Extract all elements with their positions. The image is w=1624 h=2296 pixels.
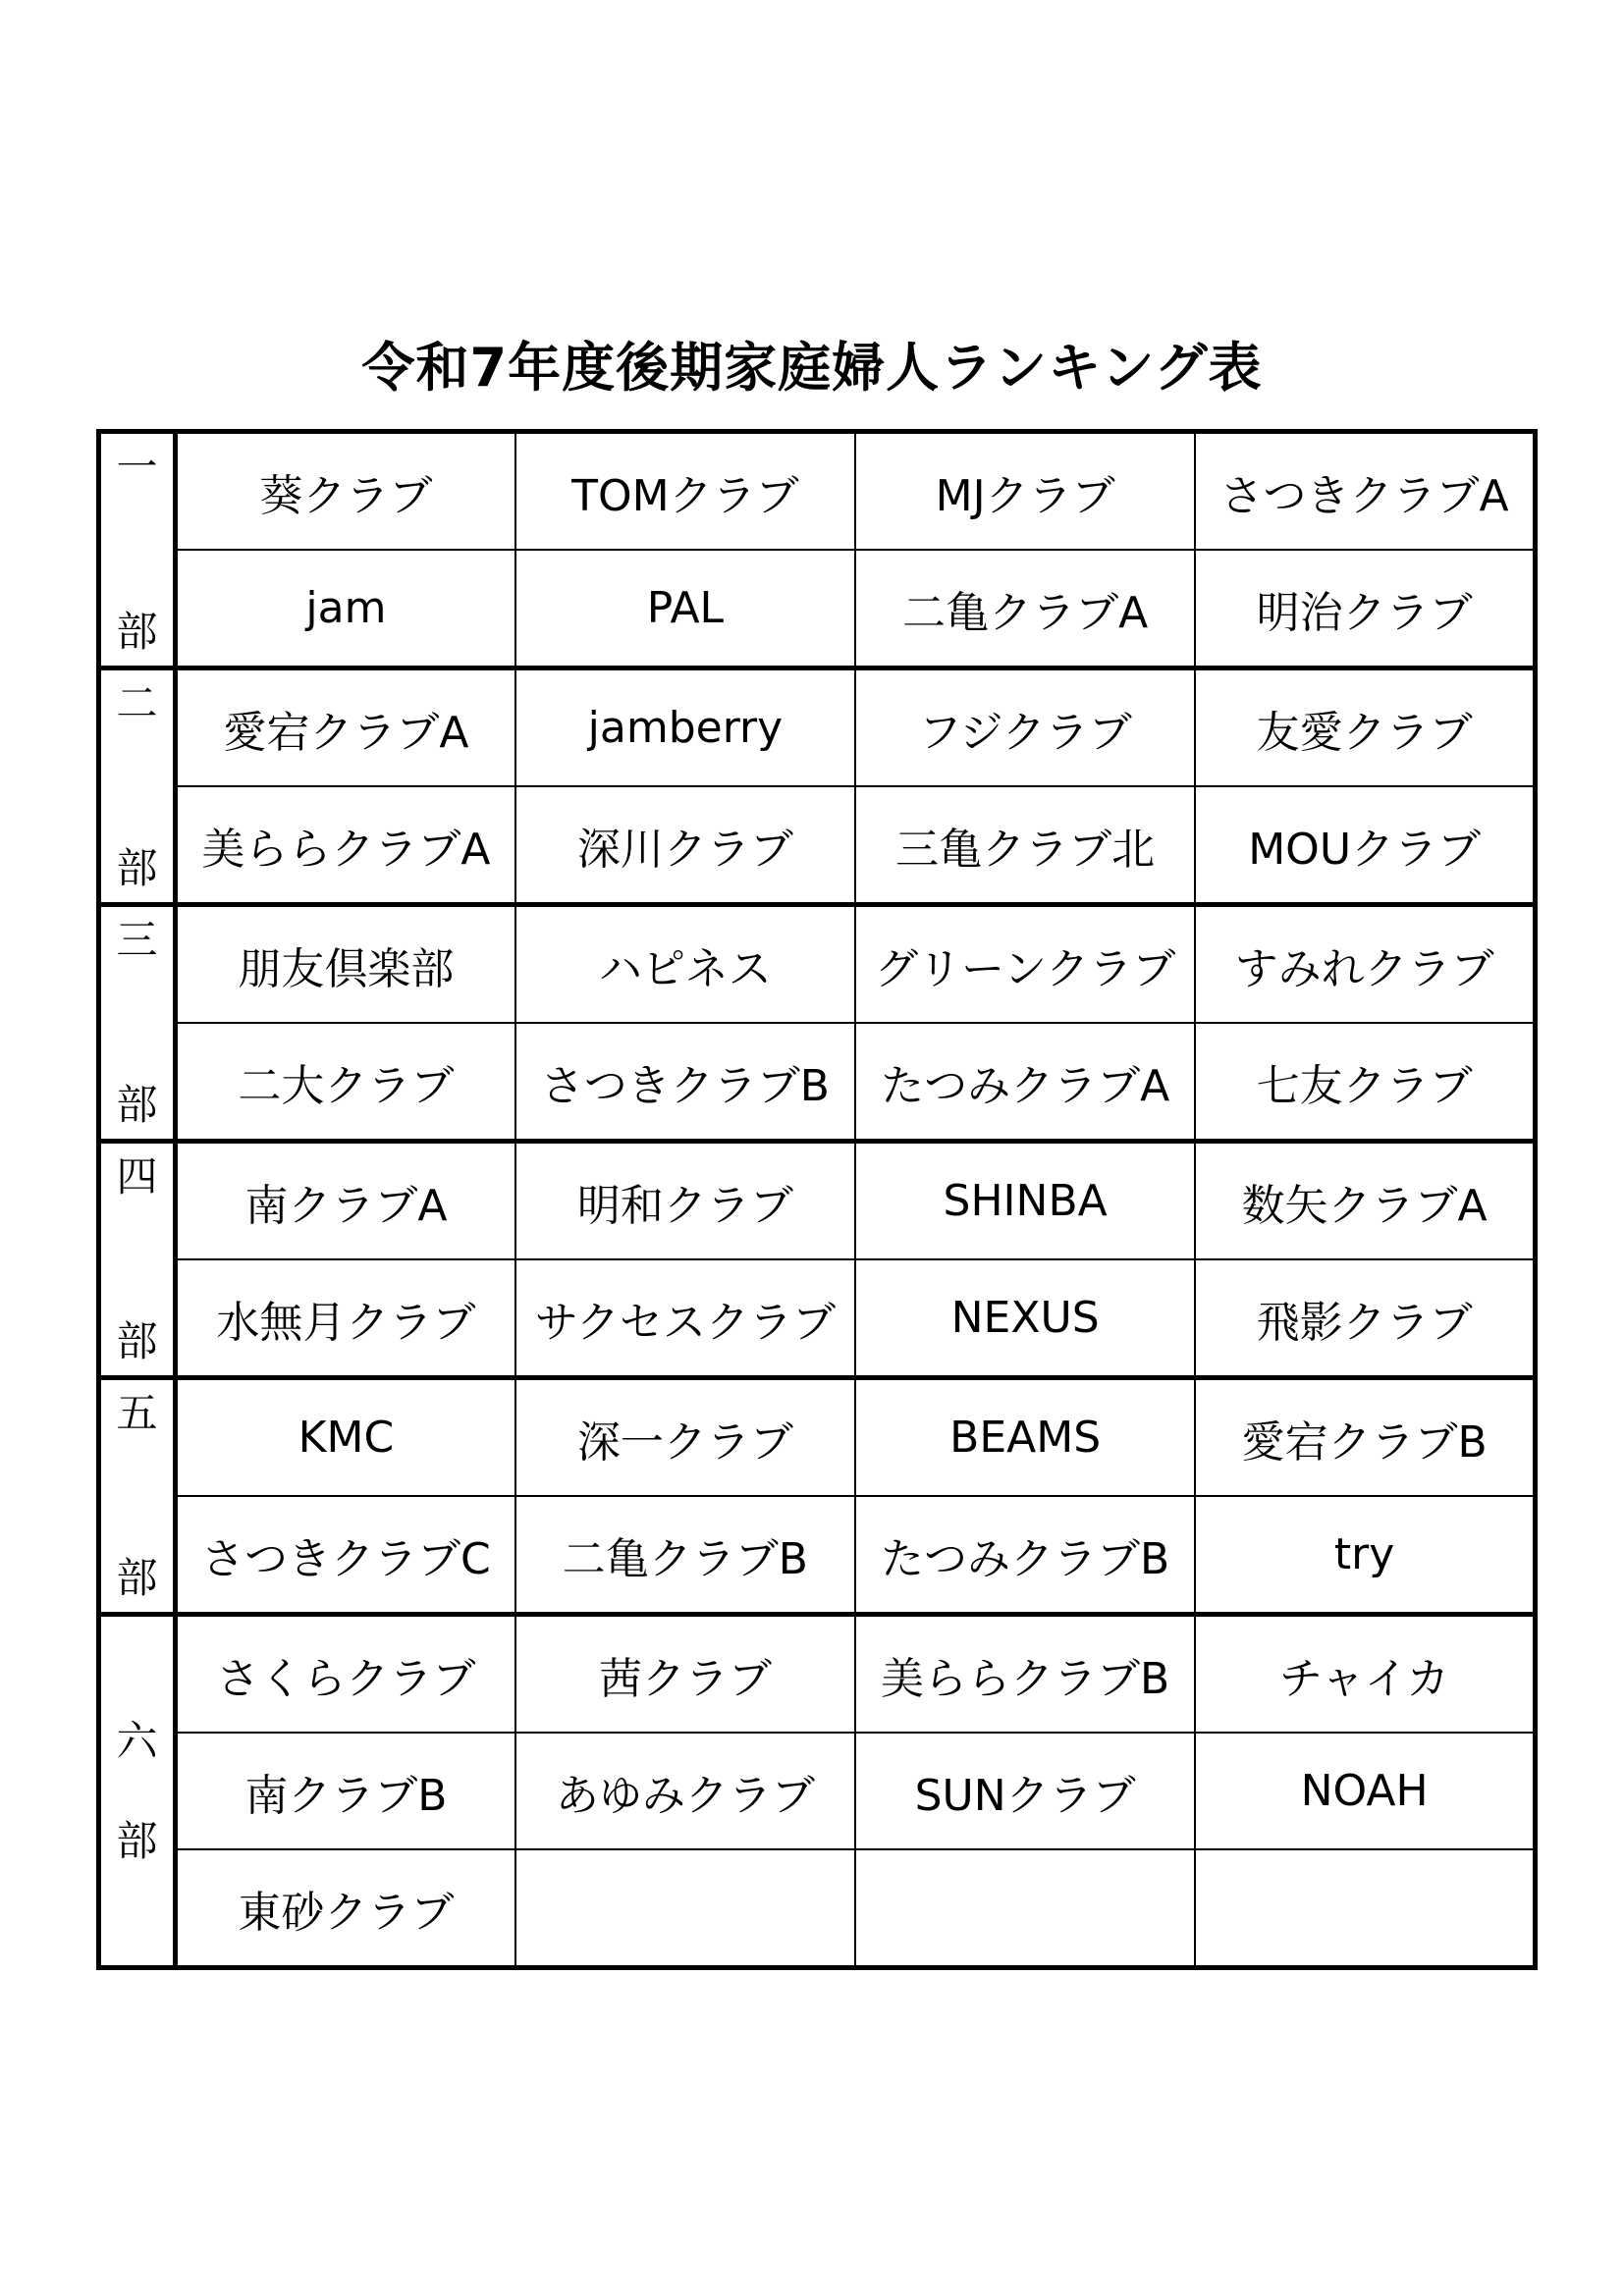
team-cell: 二亀クラブA	[855, 550, 1195, 668]
division-label-6	[99, 1615, 176, 1968]
empty-cell	[515, 1849, 855, 1968]
division-label-bottom: 部	[116, 1317, 158, 1365]
team-cell: SHINBA	[855, 1142, 1195, 1260]
team-cell: サクセスクラブ	[515, 1259, 855, 1378]
team-cell: 水無月クラブ	[176, 1259, 515, 1378]
team-cell: 美ららクラブB	[855, 1615, 1195, 1734]
division-label-top: 二	[116, 679, 158, 727]
table-row	[99, 1378, 1536, 1497]
division-label-bottom: 部	[116, 1816, 158, 1865]
team-cell: KMC	[176, 1378, 515, 1497]
team-cell: さつきクラブC	[176, 1496, 515, 1615]
team-cell: 七友クラブ	[1195, 1023, 1535, 1142]
table-row	[99, 1259, 1536, 1378]
team-cell: さくらクラブ	[176, 1615, 515, 1734]
team-cell: SUNクラブ	[855, 1733, 1195, 1849]
team-cell: 南クラブB	[176, 1733, 515, 1849]
division-label-5	[99, 1378, 176, 1615]
team-cell: 三亀クラブ北	[855, 786, 1195, 905]
team-cell: フジクラブ	[855, 668, 1195, 787]
team-cell: 明治クラブ	[1195, 550, 1535, 668]
team-cell: 深川クラブ	[515, 786, 855, 905]
team-cell: 数矢クラブA	[1195, 1142, 1535, 1260]
division-label-top: 四	[116, 1152, 158, 1201]
empty-cell	[1195, 1849, 1535, 1968]
division-label-bottom: 部	[116, 1081, 158, 1129]
team-cell: 二大クラブ	[176, 1023, 515, 1142]
team-cell: 茜クラブ	[515, 1615, 855, 1734]
team-cell: MJクラブ	[855, 432, 1195, 551]
team-cell: 東砂クラブ	[176, 1849, 515, 1968]
team-cell: さつきクラブA	[1195, 432, 1535, 551]
team-cell: 愛宕クラブB	[1195, 1378, 1535, 1497]
table-row	[99, 905, 1536, 1024]
team-cell: 愛宕クラブA	[176, 668, 515, 787]
table-row	[99, 1849, 1536, 1968]
team-cell: さつきクラブB	[515, 1023, 855, 1142]
table-row	[99, 432, 1536, 551]
team-cell: NOAH	[1195, 1733, 1535, 1849]
team-cell: 葵クラブ	[176, 432, 515, 551]
page-title: 令和7年度後期家庭婦人ランキング表	[361, 337, 1263, 399]
empty-cell	[855, 1849, 1195, 1968]
team-cell: すみれクラブ	[1195, 905, 1535, 1024]
team-cell: BEAMS	[855, 1378, 1195, 1497]
team-cell: グリーンクラブ	[855, 905, 1195, 1024]
team-cell: あゆみクラブ	[515, 1733, 855, 1849]
table-row	[99, 1023, 1536, 1142]
ranking-table	[96, 429, 1538, 1970]
division-label-top: 六	[116, 1716, 158, 1765]
table-row	[99, 786, 1536, 905]
team-cell: jam	[176, 550, 515, 668]
team-cell: MOUクラブ	[1195, 786, 1535, 905]
division-label-bottom: 部	[116, 844, 158, 892]
team-cell: 朋友倶楽部	[176, 905, 515, 1024]
team-cell: 友愛クラブ	[1195, 668, 1535, 787]
table-row	[99, 668, 1536, 787]
team-cell: たつみクラブB	[855, 1496, 1195, 1615]
team-cell: 明和クラブ	[515, 1142, 855, 1260]
table-row	[99, 1496, 1536, 1615]
table-row	[99, 550, 1536, 668]
team-cell: try	[1195, 1496, 1535, 1615]
team-cell: jamberry	[515, 668, 855, 787]
division-label-top: 五	[116, 1389, 158, 1437]
team-cell: TOMクラブ	[515, 432, 855, 551]
team-cell: チャイカ	[1195, 1615, 1535, 1734]
team-cell: 二亀クラブB	[515, 1496, 855, 1615]
team-cell: ハピネス	[515, 905, 855, 1024]
team-cell: 南クラブA	[176, 1142, 515, 1260]
table-row	[99, 1615, 1536, 1734]
division-label-bottom: 部	[116, 1554, 158, 1602]
team-cell: 美ららクラブA	[176, 786, 515, 905]
division-label-1	[99, 432, 176, 668]
division-label-top: 三	[116, 916, 158, 964]
team-cell: PAL	[515, 550, 855, 668]
table-row	[99, 1142, 1536, 1260]
division-label-bottom: 部	[116, 608, 158, 656]
division-label-2	[99, 668, 176, 905]
team-cell: NEXUS	[855, 1259, 1195, 1378]
team-cell: 飛影クラブ	[1195, 1259, 1535, 1378]
division-label-top: 一	[116, 443, 158, 491]
team-cell: 深一クラブ	[515, 1378, 855, 1497]
division-label-3	[99, 905, 176, 1142]
team-cell: たつみクラブA	[855, 1023, 1195, 1142]
table-row	[99, 1733, 1536, 1849]
division-label-4	[99, 1142, 176, 1378]
